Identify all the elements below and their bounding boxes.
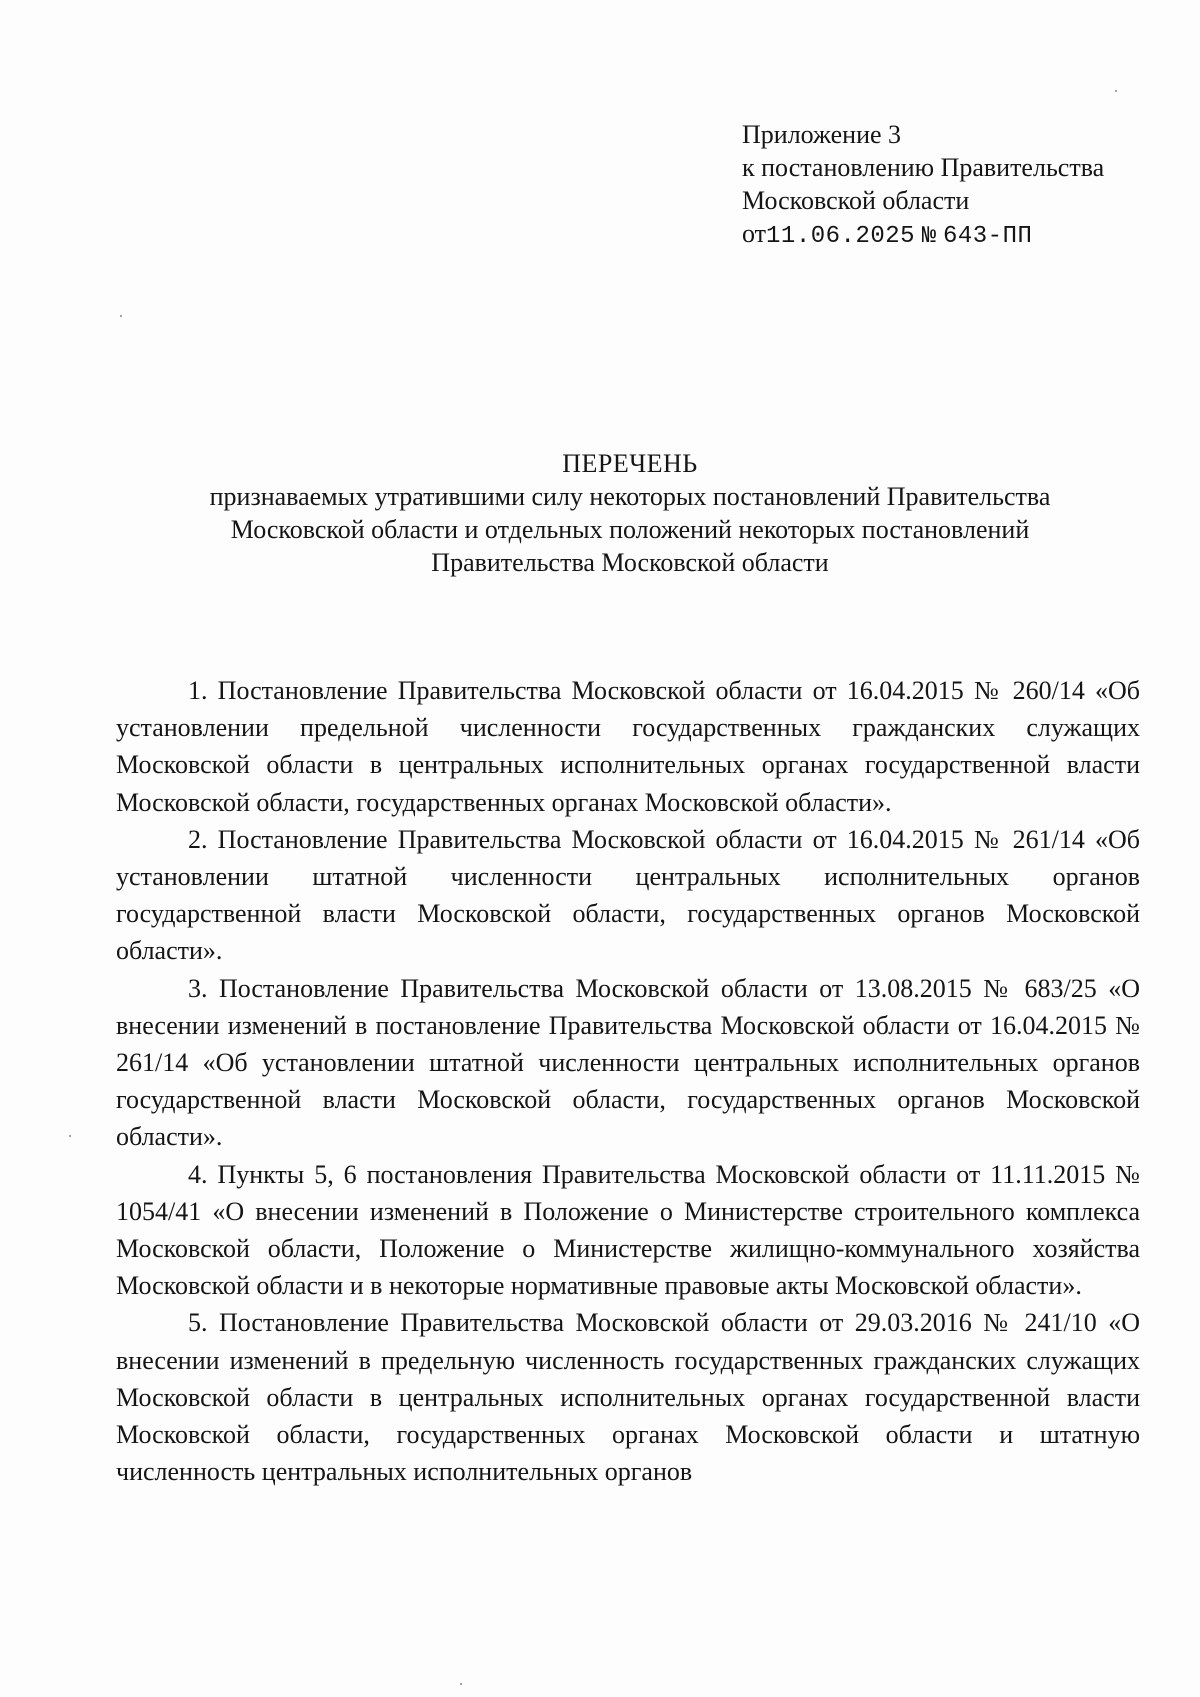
number-sign: № (921, 223, 937, 250)
document-heading (140, 447, 1120, 579)
list-item-3: 3. Постановление Правительства Московской области от 13.08.2015 № 683/25 «О внесении изменений в постановление Правительства Московской области от 16.04.2015 № 261/14 «Об установлении штатной численности центральных исполнительных органов государственной власти Московской области, государственных органов Московской области». (116, 973, 1140, 1152)
list-item-1: 1. Постановление Правительства Московской области от 16.04.2015 № 260/14 «Об установлении предельной численности государственных гражданских служащих Московской области в центральных исполнительных органах государственной власти Московской области, государственных органах Московской области». (116, 676, 1140, 817)
appendix-title: Приложение 3 (742, 120, 902, 149)
scan-speck (1115, 90, 1117, 92)
appendix-region-line: Московской области (742, 186, 970, 215)
list-item-2: 2. Постановление Правительства Московской области от 16.04.2015 № 261/14 «Об установлении штатной численности центральных исполнительных органов государственной власти Московской области, государственных органов Московской области». (116, 824, 1140, 966)
heading-line-2: Московской области и отдельных положений некоторых постановлений (230, 515, 1030, 544)
resolution-date: 11.06.2025 (766, 223, 916, 250)
date-prefix: от (742, 219, 767, 248)
scan-speck (460, 1683, 462, 1685)
appendix-block (742, 118, 1104, 253)
list-item-4: 4. Пункты 5, 6 постановления Правительства Московской области от 11.11.2015 № 1054/41 «О внесении изменений в Положение о Министерстве строительного комплекса Московской области, Положение о Министерстве жилищно-коммунального хозяйства Московской области и в некоторые нормативные правовые акты Московской области». (116, 1159, 1140, 1301)
resolution-number: 643-ПП (942, 223, 1033, 250)
heading-line-3: Правительства Московской области (431, 548, 829, 577)
heading-line-1: признаваемых утратившими силу некоторых постановлений Правительства (209, 482, 1051, 511)
appendix-resolution-line: к постановлению Правительства (742, 153, 1105, 182)
list-item-5: 5. Постановление Правительства Московской области от 29.03.2016 № 241/10 «О внесении изменений в предельную численность государственных гражданских служащих Московской области в центральных исполнительных органах государственной власти Московской области, государственных органах Московской области и штатную численность центральных исполнительных органов (116, 1308, 1140, 1487)
document-body (116, 672, 1140, 1490)
heading-title: ПЕРЕЧЕНЬ (562, 449, 698, 478)
appendix-date-line (742, 217, 1104, 253)
scan-speck (120, 315, 122, 317)
scan-speck (69, 1135, 71, 1137)
